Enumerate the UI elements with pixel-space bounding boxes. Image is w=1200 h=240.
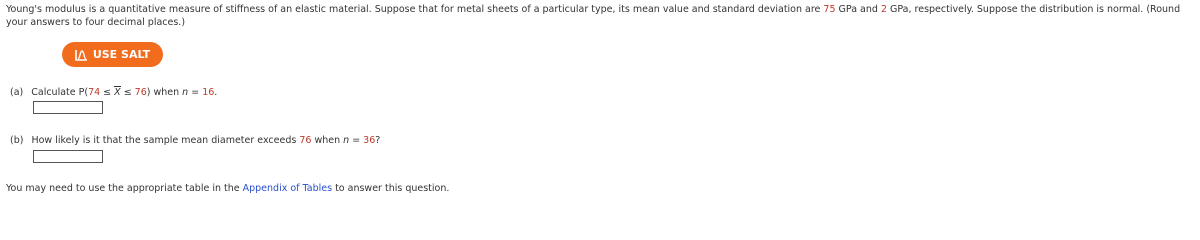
intro-text-1: Young's modulus is a quantitative measure of stiffness of an elastic material. Suppose that for metal sheets of a particular type, its mean value and standard deviation are [6,4,824,15]
sd-value: 2 [880,4,887,15]
part-a-prefix: Calculate P( [31,87,89,98]
mean-value: 75 [823,4,836,15]
part-a-n-var: n [182,87,189,98]
question-b [10,134,380,147]
part-b-label: (b) [10,135,24,146]
use-salt-button[interactable] [62,42,163,67]
part-a-low: 74 [88,87,101,98]
part-a-suffix: ) when [146,87,183,98]
part-a-label: (a) [10,87,24,98]
part-b-end: ? [375,135,381,146]
footer-suffix: to answer this question. [332,183,450,194]
problem-statement [6,3,1196,29]
part-a-le1: ≤ [100,87,115,98]
salt-chart-icon [75,49,88,61]
footer-note [6,182,449,195]
part-b-mid: when [311,135,344,146]
part-a-le2: ≤ [120,87,135,98]
part-a-n-value: 16 [202,87,215,98]
part-b-value: 76 [299,135,312,146]
part-b-n-var: n [343,135,350,146]
part-a-eq: = [188,87,203,98]
part-b-n-value: 36 [363,135,376,146]
part-a-high: 76 [134,87,147,98]
x-bar-symbol: X [114,87,121,98]
question-a [10,86,217,99]
footer-prefix: You may need to use the appropriate table in the [6,183,243,194]
part-b-prefix: How likely is it that the sample mean diameter exceeds [31,135,300,146]
answer-b-input[interactable] [33,150,103,163]
part-b-eq: = [349,135,364,146]
intro-text-3: GPa, respectively. Suppose the distribution is normal. (Round your answers to four decimal places.) [6,4,1181,28]
part-a-end: . [214,87,218,98]
intro-text-2: GPa and [835,4,881,15]
answer-a-input[interactable] [33,101,103,114]
appendix-tables-link[interactable]: Appendix of Tables [242,183,333,194]
use-salt-label: USE SALT [92,48,151,61]
